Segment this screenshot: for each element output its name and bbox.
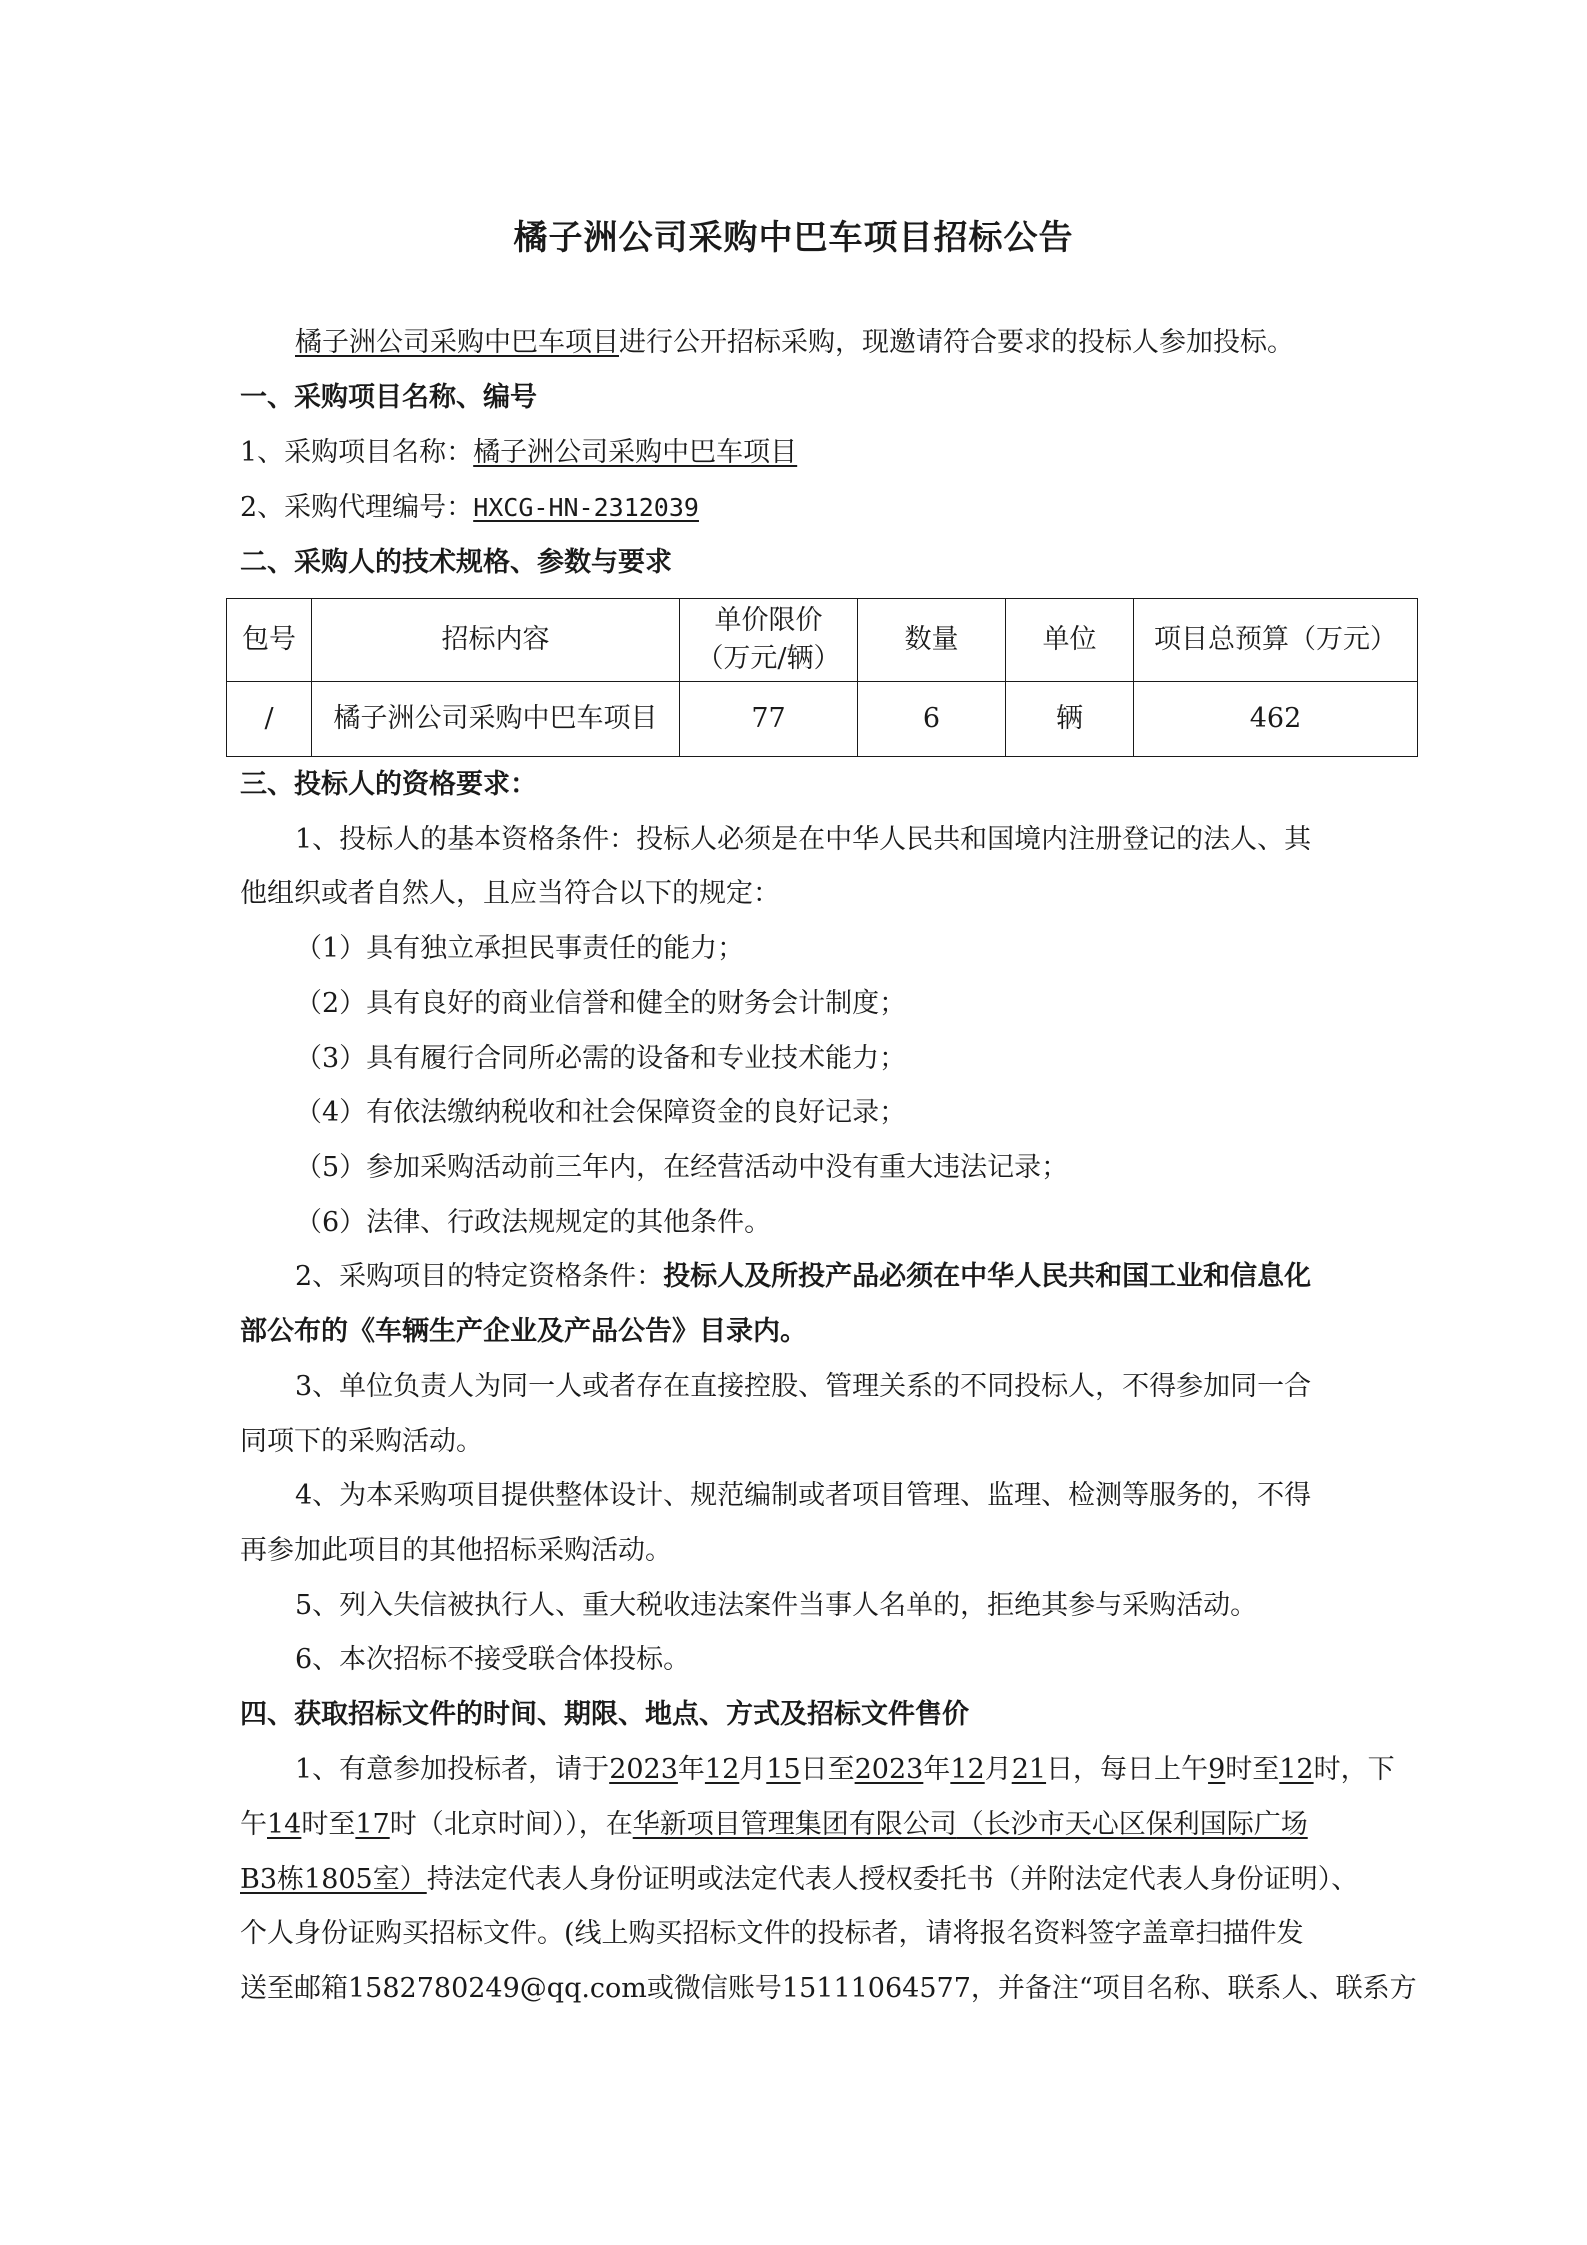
cell-unit-price: 77	[680, 682, 858, 757]
project-code-line	[240, 488, 1350, 528]
agency-address-2: B3栋1805室）	[240, 1864, 427, 1895]
project-name-label: 1、采购项目名称：	[240, 437, 474, 468]
table-header-row	[227, 599, 1418, 682]
hour-end-text: 时，下	[1313, 1754, 1395, 1785]
beijing-time-text: 时（北京时间））	[389, 1809, 579, 1840]
qualification-p2-line1	[295, 1257, 1350, 1297]
year-char: 年	[923, 1754, 951, 1785]
cell-quantity: 6	[858, 682, 1006, 757]
header-unit-price-line1: 单价限价	[714, 605, 823, 636]
purchase-line5: 送至邮箱1582780249@qq.com或微信账号15111064577，并备注“项目名称、联系人、联系方	[240, 1973, 1417, 2004]
documents-required: 持法定代表人身份证明或法定代表人授权委托书（并附法定代表人身份证明）、	[426, 1864, 1359, 1895]
qualification-item-6: （6）法律、行政法规规定的其他条件。	[295, 1207, 772, 1238]
section2-heading: 二、采购人的技术规格、参数与要求	[240, 547, 672, 578]
year-char: 年	[677, 1754, 705, 1785]
qualification-p5: 5、列入失信被执行人、重大税收违法案件当事人名单的，拒绝其参与采购活动。	[295, 1590, 1258, 1621]
cell-package: /	[227, 682, 312, 757]
day-to-text: 日至	[800, 1754, 855, 1785]
qualification-p6: 6、本次招标不接受联合体投标。	[295, 1644, 691, 1675]
qualification-p2-bold1: 投标人及所投产品必须在中华人民共和国工业和信息化	[663, 1261, 1312, 1292]
pm-start-hour: 14	[267, 1809, 302, 1840]
qualification-p4-line2: 再参加此项目的其他招标采购活动。	[240, 1535, 672, 1566]
cell-content: 橘子洲公司采购中巴车项目	[312, 682, 680, 757]
qualification-item-3: （3）具有履行合同所必需的设备和专业技术能力；	[295, 1043, 907, 1074]
am-start-hour: 9	[1208, 1754, 1226, 1785]
day-each-text: 日，每日上午	[1046, 1754, 1209, 1785]
qualification-p4-line1: 4、为本采购项目提供整体设计、规范编制或者项目管理、监理、检测等服务的，不得	[295, 1480, 1312, 1511]
qualification-p3-line2: 同项下的采购活动。	[240, 1426, 483, 1457]
start-year: 2023	[609, 1754, 678, 1785]
start-month: 12	[704, 1754, 740, 1785]
start-day: 15	[766, 1754, 801, 1785]
project-code-label: 2、采购代理编号：	[240, 492, 474, 523]
qualification-p1-line2: 他组织或者自然人，且应当符合以下的规定：	[240, 878, 780, 909]
qualification-item-4: （4）有依法缴纳税收和社会保障资金的良好记录；	[295, 1097, 907, 1128]
section4-heading: 四、获取招标文件的时间、期限、地点、方式及招标文件售价	[240, 1699, 969, 1730]
header-content: 招标内容	[312, 599, 680, 682]
cell-total-budget: 462	[1134, 682, 1418, 757]
header-unit-price	[680, 599, 858, 682]
cell-unit: 辆	[1006, 682, 1134, 757]
header-unit-price-line2: （万元/辆）	[696, 643, 841, 674]
month-char: 月	[984, 1754, 1012, 1785]
intro-project-name: 橘子洲公司采购中巴车项目	[295, 327, 619, 358]
purchase-line2	[240, 1805, 1350, 1845]
agency-company: 华新项目管理集团有限公司	[632, 1809, 957, 1840]
qualification-p2-line2: 部公布的《车辆生产企业及产品公告》目录内。	[240, 1316, 807, 1347]
qualification-item-1: （1）具有独立承担民事责任的能力；	[295, 933, 745, 964]
intro-text: 进行公开招标采购，现邀请符合要求的投标人参加投标。	[619, 327, 1294, 358]
header-total-budget: 项目总预算（万元）	[1134, 599, 1418, 682]
qualification-item-2: （2）具有良好的商业信誉和健全的财务会计制度；	[295, 988, 907, 1019]
location-intro: ，在	[578, 1809, 633, 1840]
section1-heading: 一、采购项目名称、编号	[240, 382, 537, 413]
header-unit: 单位	[1006, 599, 1134, 682]
am-end-hour: 12	[1279, 1754, 1314, 1785]
qualification-p1-line1: 1、投标人的基本资格条件：投标人必须是在中华人民共和国境内注册登记的法人、其	[295, 824, 1312, 855]
project-name-line	[240, 433, 1350, 473]
purchase-intro: 1、有意参加投标者，请于	[295, 1754, 610, 1785]
section3-heading: 三、投标人的资格要求：	[240, 769, 537, 800]
project-code-value: HXCG-HN-2312039	[473, 493, 699, 522]
qualification-p2-label: 2、采购项目的特定资格条件：	[295, 1261, 664, 1292]
purchase-line3	[240, 1860, 1359, 1900]
end-year: 2023	[854, 1754, 924, 1785]
header-package: 包号	[227, 599, 312, 682]
afternoon-text: 午	[240, 1809, 267, 1840]
header-quantity: 数量	[858, 599, 1006, 682]
spec-table	[226, 598, 1418, 757]
pm-end-hour: 17	[355, 1809, 390, 1840]
month-char: 月	[739, 1754, 767, 1785]
agency-address-1: （长沙市天心区保利国际广场	[956, 1809, 1308, 1840]
end-month: 12	[950, 1754, 985, 1785]
purchase-line1	[295, 1750, 1395, 1790]
intro-paragraph	[295, 323, 1350, 363]
end-day: 21	[1011, 1754, 1047, 1785]
purchase-line4: 个人身份证购买招标文件。(线上购买招标文件的投标者，请将报名资料签字盖章扫描件发	[240, 1918, 1304, 1949]
table-row	[227, 682, 1418, 757]
qualification-p3-line1: 3、单位负责人为同一人或者存在直接控股、管理关系的不同投标人，不得参加同一合	[295, 1371, 1312, 1402]
hour-to-text: 时至	[301, 1809, 356, 1840]
page-title: 橘子洲公司采购中巴车项目招标公告	[513, 218, 1074, 258]
qualification-item-5: （5）参加采购活动前三年内，在经营活动中没有重大违法记录；	[295, 1152, 1069, 1183]
project-name-value: 橘子洲公司采购中巴车项目	[473, 437, 798, 468]
hour-to-text: 时至	[1225, 1754, 1280, 1785]
